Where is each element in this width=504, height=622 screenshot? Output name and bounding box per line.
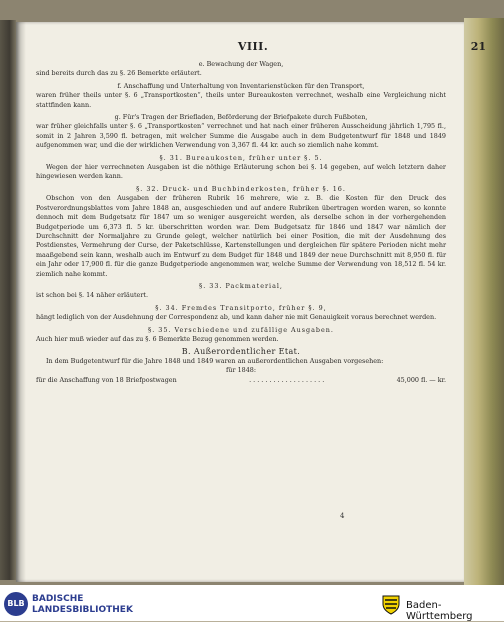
paragraph: In dem Budgetentwurf für die Jahre 1848 und 1849 waren an außerordentlichen Ausgaben vorgesehen:: [46, 356, 384, 365]
page-gutter-shadow: [16, 22, 26, 582]
page-number: 21: [470, 40, 486, 53]
section-heading: §. 32. Druck- und Buchbinderkosten, früher §. 16.: [136, 184, 346, 193]
year-label: für 1848:: [226, 366, 256, 375]
section-heading: §. 31. Bureaukosten, früher unter §. 5.: [159, 153, 323, 162]
section-heading: §. 35. Verschiedene und zufällige Ausgaben.: [148, 325, 334, 334]
paragraph: ist schon bei §. 14 näher erläutert.: [36, 291, 148, 300]
paragraph: sind bereits durch das zu §. 26 Bemerkte erläutert.: [36, 69, 202, 78]
paragraph: hängt lediglich von der Ausdehnung der Correspondenz ab, und kann daher nie mit Genauigkeit voraus berechnet werden.: [36, 313, 437, 322]
book-cover-edge: [464, 18, 504, 585]
budget-amount: 45,000 fl. — kr.: [396, 375, 446, 384]
paragraph: war früher gleichfalls unter §. 6 „Transportkosten“ verrechnet und hat nach einer früheren Ausscheidung jährlich 1,795 fl., somit in 2 Jahren 3,590 fl. betragen, mit welcher Summe die Ausgabe auch in dem Budgetentwurf für 1848 und 1849 aufgenommen war, und die der wirklichen Verwendung von 3,367 fl. 44 kr. auch so ziemlich nahe kommt.: [36, 122, 446, 150]
subheading: g. Für's Tragen der Briefladen, Beförderung der Briefpakete durch Fußboten,: [114, 113, 368, 122]
paragraph: Wegen der hier verrechneten Ausgaben ist die nöthige Erläuterung schon bei §. 14 gegeben, auf welch letztern daher hingewiesen werden kann.: [36, 163, 446, 181]
book-binding: [0, 20, 16, 580]
library-name: [32, 594, 133, 616]
coat-of-arms-icon: [380, 593, 402, 615]
state-name: Baden-Württemberg: [406, 600, 473, 622]
section-heading: §. 34. Fremdes Transitporto, früher §. 9,: [155, 303, 327, 312]
library-name-line1: BADISCHE: [32, 594, 84, 604]
running-header: [20, 40, 486, 58]
signature-mark: 4: [340, 512, 345, 520]
subheading: e. Bewachung der Wagen,: [198, 60, 284, 68]
blb-logo-icon: BLB: [4, 592, 28, 616]
subheading: f. Anschaffung und Unterhaltung von Inventarienstücken für den Transport,: [117, 81, 365, 90]
paragraph: waren früher theils unter §. 6 „Transportkosten“, theils unter Bureaukosten verrechnet, weshalb eine Vergleichung nicht stattfinden kann.: [36, 91, 446, 109]
section-number: VIII.: [237, 40, 269, 53]
section-heading: §. 33. Packmaterial,: [199, 281, 283, 290]
budget-line: [36, 376, 446, 385]
paragraph: Obschon von den Ausgaben der früheren Rubrik 16 mehrere, wie z. B. die Kosten für den Druck des Postverordnungsblattes vom Jahre 1848 an, ausgeschieden und auf andere Rubriken übertragen worden waren, so konnte dennoch mit dem Budgetsatz für 1847 um so weniger ausgereicht werden, als derselbe schon in der vorhergehenden Budgetperiode um 6,373 fl. 5 kr. überschritten worden war. Dem Budgetsatz für 1846 und 1847 war nämlich der Durchschnitt der Normaljahre zu Grunde gelegt, welcher natürlich bei einer Position, die mit der Ausdehnung des Postdienstes, Vermehrung der Curse, der Paketschlüsse, Kartenstellungen und dergleichen für spätere Perioden nicht mehr maaßgebend sein kann, weshalb auch im Entwurf zu dem Budget für 1848 und 1849 der neue Durchschnitt mit 8,950 fl. für ein Jahr oder 17,900 fl. für die ganze Budgetperiode angenommen war, welche Summe der Verwendung von 18,512 fl. 54 kr. ziemlich nahe kommt.: [36, 194, 446, 278]
leader-dots: . . . . . . . . . . . . . . . . . . .: [249, 375, 325, 384]
etat-heading: B. Außerordentlicher Etat.: [181, 347, 301, 357]
library-name-line2: LANDESBIBLIOTHEK: [32, 605, 133, 615]
budget-item: für die Anschaffung von 18 Briefpostwagen: [36, 375, 177, 384]
paragraph: Auch hier muß wieder auf das zu §. 6 Bemerkte Bezug genommen werden.: [36, 334, 279, 343]
page-body: [36, 60, 446, 385]
